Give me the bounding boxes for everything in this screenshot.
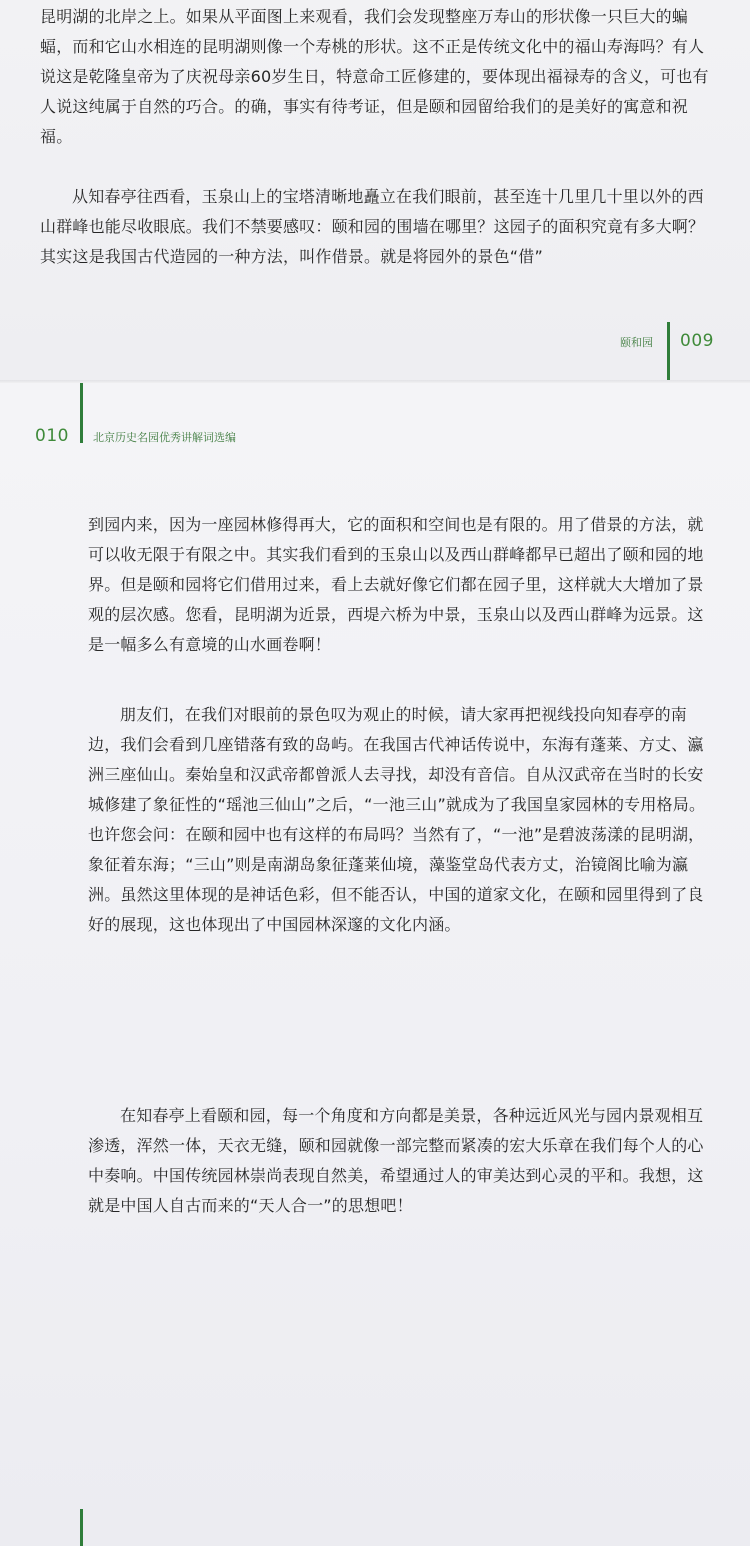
lower-page	[0, 383, 750, 1546]
folio-rule-right	[667, 322, 670, 382]
upper-paragraph-2: 从知春亭往西看，玉泉山上的宝塔清晰地矗立在我们眼前，甚至连十几里几十里以外的西山群峰也能尽收眼底。我们不禁要感叹：颐和园的围墙在哪里？这园子的面积究竟有多大啊？其实这是我国古代造园的一种方法，叫作借景。就是将园外的景色“借”	[40, 187, 705, 266]
lower-paragraph-3: 在知春亭上看颐和园，每一个角度和方向都是美景，各种远近风光与园内景观相互渗透，浑然一体，天衣无缝，颐和园就像一部完整而紧凑的宏大乐章在我们每个人的心中奏响。中国传统园林崇尚表现自然美，希望通过人的审美达到心灵的平和。我想，这就是中国人自古而来的“天人合一”的思想吧！	[88, 1106, 704, 1215]
running-head-right: 颐和园	[620, 336, 653, 349]
lower-paragraph-1: 到园内来，因为一座园林修得再大，它的面积和空间也是有限的。用了借景的方法，就可以收无限于有限之中。其实我们看到的玉泉山以及西山群峰都早已超出了颐和园的地界。但是颐和园将它们借用过来，看上去就好像它们都在园子里，这样就大大增加了景观的层次感。您看，昆明湖为近景，西堤六桥为中景，玉泉山以及西山群峰为远景。这是一幅多么有意境的山水画卷啊！	[88, 515, 704, 654]
upper-paragraph-1: 昆明湖的北岸之上。如果从平面图上来观看，我们会发现整座万寿山的形状像一只巨大的蝙蝠，而和它山水相连的昆明湖则像一个寿桃的形状。这不正是传统文化中的福山寿海吗？有人说这是乾隆皇帝为了庆祝母亲60岁生日，特意命工匠修建的，要体现出福禄寿的含义，可也有人说这纯属于自然的巧合。的确，事实有待考证，但是颐和园留给我们的是美好的寓意和祝福。	[40, 7, 709, 146]
folio-rule-left	[80, 383, 83, 443]
running-head-left: 北京历史名园优秀讲解词选编	[93, 431, 236, 444]
page-number-left: 010	[35, 426, 69, 446]
lower-paragraph-2: 朋友们，在我们对眼前的景色叹为观止的时候，请大家再把视线投向知春亭的南边，我们会看到几座错落有致的岛屿。在我国古代神话传说中，东海有蓬莱、方丈、瀛洲三座仙山。秦始皇和汉武帝都曾派人去寻找，却没有音信。自从汉武帝在当时的长安城修建了象征性的“瑶池三仙山”之后，“一池三山”就成为了我国皇家园林的专用格局。也许您会问：在颐和园中也有这样的布局吗？当然有了，“一池”是碧波荡漾的昆明湖，象征着东海；“三山”则是南湖岛象征蓬莱仙境，藻鉴堂岛代表方丈，治镜阁比喻为瀛洲。虽然这里体现的是神话色彩，但不能否认，中国的道家文化，在颐和园里得到了良好的展现，这也体现出了中国园林深邃的文化内涵。	[88, 705, 706, 934]
upper-page	[0, 0, 750, 383]
page-number-right: 009	[680, 331, 714, 351]
folio-rule-bottom	[80, 1509, 83, 1546]
